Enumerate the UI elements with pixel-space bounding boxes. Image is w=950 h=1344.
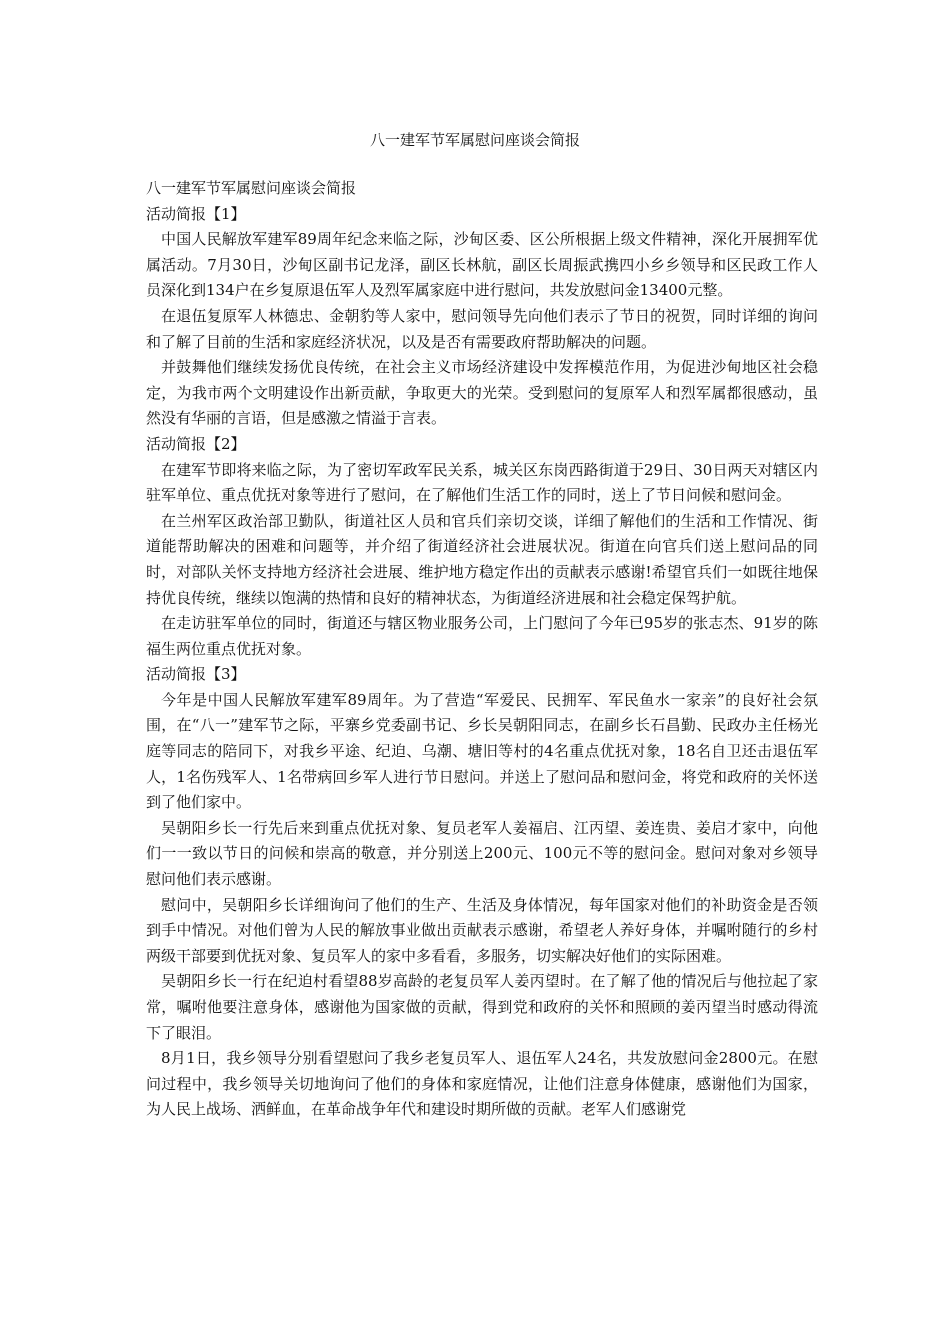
paragraph: 在退伍复原军人林德忠、金朝豹等人家中，慰问领导先向他们表示了节日的祝贺，同时详细的询问和了解了目前的生活和家庭经济状况，以及是否有需要政府帮助解决的问题。 xyxy=(146,306,818,351)
section-heading-3: 活动简报【3】 xyxy=(146,665,246,684)
section-heading-2: 活动简报【2】 xyxy=(146,434,246,453)
paragraph: 中国人民解放军建军89周年纪念来临之际，沙甸区委、区公所根据上级文件精神，深化开展拥军优属活动。7月30日，沙甸区副书记龙泽，副区长林航，副区长周振武携四小乡乡领导和区民政工作人员深化到134户在乡复原退伍军人及烈军属家庭中进行慰问，共发放慰问金13400元整。 xyxy=(146,230,818,300)
document-subtitle: 八一建军节军属慰问座谈会简报 xyxy=(146,179,357,197)
paragraph: 今年是中国人民解放军建军89周年。为了营造“军爱民、民拥军、军民鱼水一家亲”的良好社会氛围，在“八一”建军节之际，平寨乡党委副书记、乡长吴朝阳同志，在副乡长石昌勤、民政办主任杨光庭等同志的陪同下，对我乡平途、纪迫、乌潮、塘旧等村的4名重点优抚对象，18名自卫还击退伍军人，1名伤残军人、1名带病回乡军人进行节日慰问。并送上了慰问品和慰问金，将党和政府的关怀送到了他们家中。 xyxy=(146,690,818,812)
document-body xyxy=(146,176,818,1123)
paragraph: 吴朝阳乡长一行在纪迫村看望88岁高龄的老复员军人姜丙望时。在了解了他的情况后与他拉起了家常，嘱咐他要注意身体，感谢他为国家做的贡献，得到党和政府的关怀和照顾的姜丙望当时感动得流下了眼泪。 xyxy=(146,972,818,1042)
paragraph: 8月1日，我乡领导分别看望慰问了我乡老复员军人、退伍军人24名，共发放慰问金2800元。在慰问过程中，我乡领导关切地询问了他们的身体和家庭情况，让他们注意身体健康，感谢他们为国家，为人民上战场、洒鲜血，在革命战争年代和建设时期所做的贡献。老军人们感谢党 xyxy=(146,1049,818,1119)
paragraph: 并鼓舞他们继续发扬优良传统，在社会主义市场经济建设中发挥模范作用，为促进沙甸地区社会稳定，为我市两个文明建设作出新贡献，争取更大的光荣。受到慰问的复原军人和烈军属都很感动，虽然没有华丽的言语，但是感激之情溢于言表。 xyxy=(146,358,818,428)
document-title: 八一建军节军属慰问座谈会简报 xyxy=(369,131,580,149)
paragraph: 在兰州军区政治部卫勤队，街道社区人员和官兵们亲切交谈，详细了解他们的生活和工作情况、街道能帮助解决的困难和问题等，并介绍了街道经济社会进展状况。街道在向官兵们送上慰问品的同时，对部队关怀支持地方经济社会进展、维护地方稳定作出的贡献表示感谢!希望官兵们一如既往地保持优良传统，继续以饱满的热情和良好的精神状态，为街道经济进展和社会稳定保驾护航。 xyxy=(146,511,818,607)
paragraph: 在建军节即将来临之际，为了密切军政军民关系，城关区东岗西路街道于29日、30日两天对辖区内驻军单位、重点优抚对象等进行了慰问，在了解他们生活工作的同时，送上了节日问候和慰问金。 xyxy=(146,460,818,505)
paragraph: 吴朝阳乡长一行先后来到重点优抚对象、复员老军人姜福启、江丙望、姜连贵、姜启才家中，向他们一一致以节日的问候和崇高的敬意，并分别送上200元、100元不等的慰问金。慰问对象对乡领导慰问他们表示感谢。 xyxy=(146,818,818,889)
section-heading-1: 活动简报【1】 xyxy=(146,204,246,223)
paragraph: 慰问中，吴朝阳乡长详细询问了他们的生产、生活及身体情况，每年国家对他们的补助资金是否领到手中情况。对他们曾为人民的解放事业做出贡献表示感谢，希望老人养好身体，并嘱咐随行的乡村两级干部要到优抚对象、复员军人的家中多看看，多服务，切实解决好他们的实际困难。 xyxy=(146,895,818,965)
paragraph: 在走访驻军单位的同时，街道还与辖区物业服务公司，上门慰问了今年已95岁的张志杰、91岁的陈福生两位重点优抚对象。 xyxy=(146,614,818,658)
